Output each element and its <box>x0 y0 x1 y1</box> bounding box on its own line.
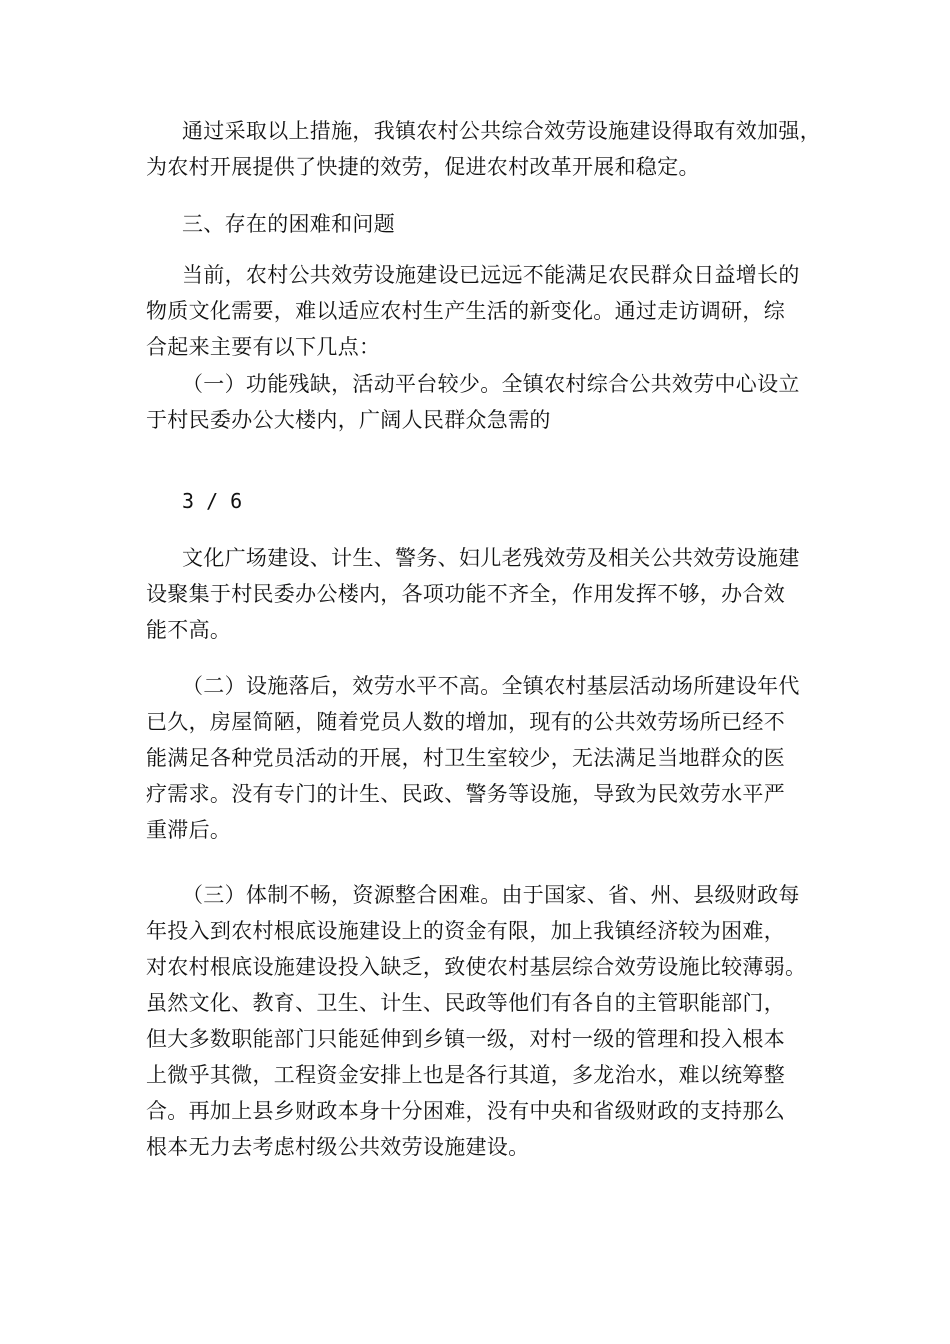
text-line: （三）体制不畅，资源整合困难。由于国家、省、州、县级财政每 <box>182 883 800 907</box>
text-line: 重滞后。 <box>146 818 232 842</box>
text-line: 三、存在的困难和问题 <box>182 212 395 236</box>
text-line: 设聚集于村民委办公楼内，各项功能不齐全，作用发挥不够，办合效 <box>146 582 785 606</box>
text-line: 疗需求。没有专门的计生、民政、警务等设施，导致为民效劳水平严 <box>146 782 785 806</box>
text-line: 当前，农村公共效劳设施建设已远远不能满足农民群众日益增长的 <box>182 263 800 287</box>
text-line: 但大多数职能部门只能延伸到乡镇一级，对村一级的管理和投入根本 <box>146 1027 785 1051</box>
text-line: （二）设施落后，效劳水平不高。全镇农村基层活动场所建设年代 <box>182 674 800 698</box>
paragraph-current-situation <box>146 257 810 365</box>
text-line: 物质文化需要，难以适应农村生产生活的新变化。通过走访调研，综 <box>146 299 785 323</box>
text-line: 合起来主要有以下几点： <box>146 335 381 359</box>
text-line: 合。再加上县乡财政本身十分困难，没有中央和省级财政的支持那么 <box>146 1099 785 1123</box>
section-heading <box>146 206 810 242</box>
paragraph-point-two <box>146 668 810 848</box>
text-line: 通过采取以上措施，我镇农村公共综合效劳设施建设得取有效加强， <box>182 119 821 143</box>
paragraph-point-one <box>146 366 810 438</box>
text-line: 对农村根底设施建设投入缺乏，致使农村基层综合效劳设施比较薄弱。 <box>146 955 807 979</box>
paragraph-measures-result <box>146 113 821 185</box>
text-line: 能满足各种党员活动的开展，村卫生室较少，无法满足当地群众的医 <box>146 746 785 770</box>
text-line: 已久，房屋简陋，随着党员人数的增加，现有的公共效劳场所已经不 <box>146 710 785 734</box>
text-line: 虽然文化、教育、卫生、计生、民政等他们有各自的主管职能部门， <box>146 991 785 1015</box>
text-line: 于村民委办公大楼内，广阔人民群众急需的 <box>146 408 551 432</box>
text-line: 年投入到农村根底设施建设上的资金有限，加上我镇经济较为困难， <box>146 919 785 943</box>
paragraph-point-one-continued <box>146 540 810 648</box>
text-line: 根本无力去考虑村级公共效劳设施建设。 <box>146 1135 530 1159</box>
paragraph-point-three <box>146 877 810 1165</box>
text-line: 上微乎其微，工程资金安排上也是各行其道，多龙治水，难以统筹整 <box>146 1063 785 1087</box>
text-line: 能不高。 <box>146 618 232 642</box>
text-line: 文化广场建设、计生、警务、妇儿老残效劳及相关公共效劳设施建 <box>182 546 800 570</box>
text-line: 为农村开展提供了快捷的效劳，促进农村改革开展和稳定。 <box>146 155 700 179</box>
page-number: 3 / 6 <box>182 489 243 513</box>
text-line: （一）功能残缺，活动平台较少。全镇农村综合公共效劳中心设立 <box>182 372 800 396</box>
